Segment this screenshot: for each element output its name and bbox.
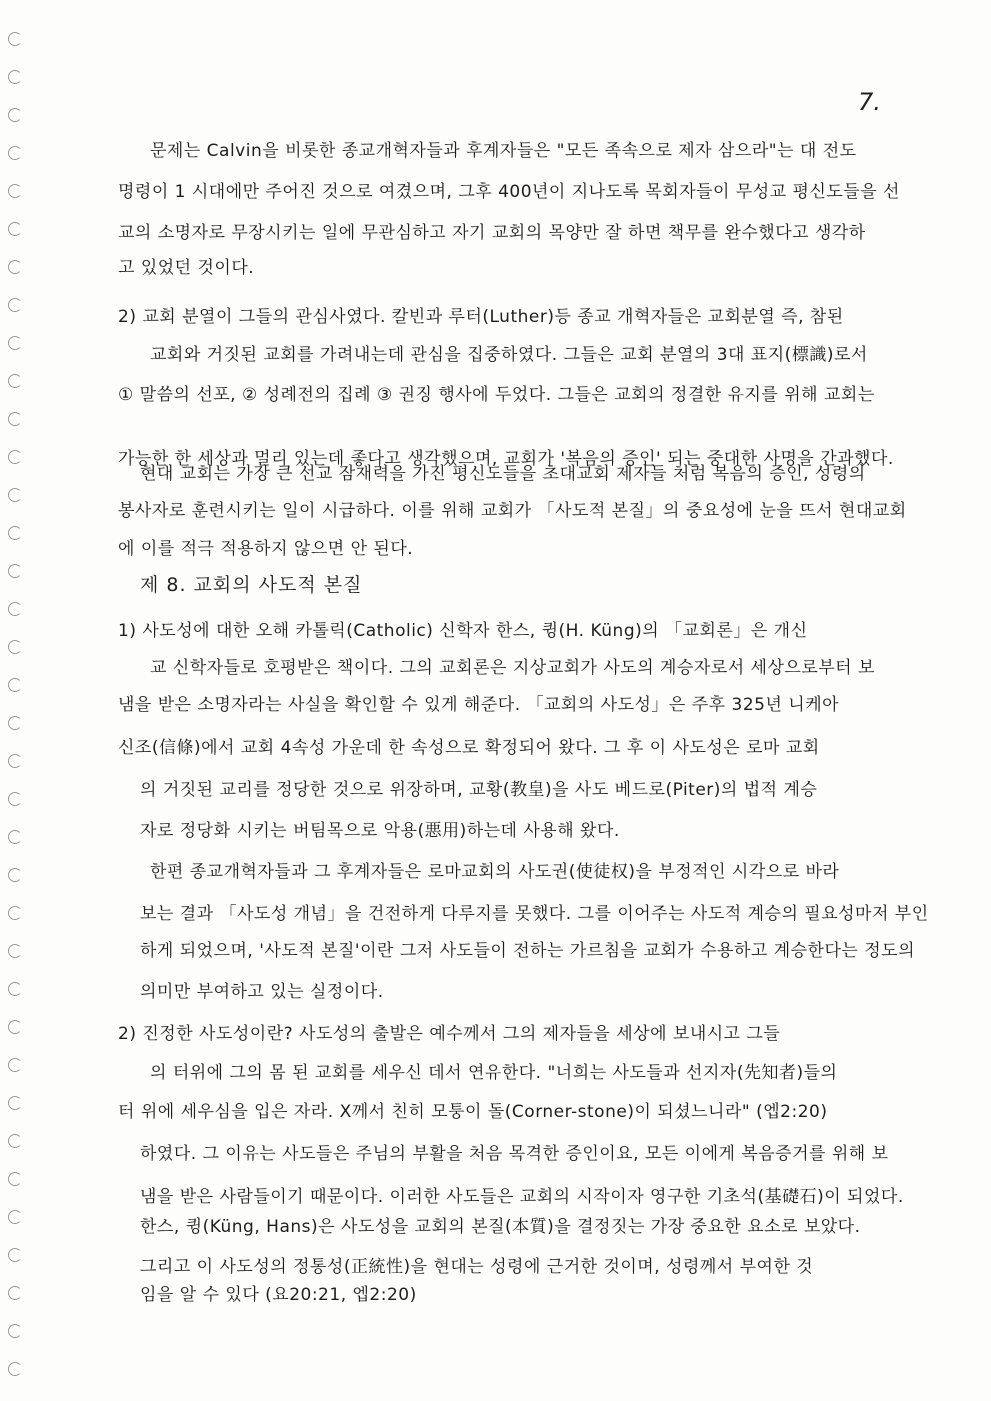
binding-ring-icon xyxy=(8,526,22,540)
binding-ring-icon xyxy=(8,70,22,84)
binding-ring-icon xyxy=(8,298,22,312)
binding-ring-icon xyxy=(8,868,22,882)
binding-ring-icon xyxy=(8,412,22,426)
spiral-binding xyxy=(4,20,26,1380)
text-line: 명령이 1 시대에만 주어진 것으로 여겼으며, 그후 400년이 지나도록 목회자들이 무성교 평신도들을 선 xyxy=(118,182,900,202)
text-line: 하게 되었으며, '사도적 본질'이란 그저 사도들이 전하는 가르침을 교회가 수용하고 계승한다는 정도의 xyxy=(140,941,915,961)
binding-ring-icon xyxy=(8,146,22,160)
binding-ring-icon xyxy=(8,1058,22,1072)
binding-ring-icon xyxy=(8,678,22,692)
binding-ring-icon xyxy=(8,944,22,958)
text-line: 냄을 받은 사람들이기 때문이다. 이러한 사도들은 교회의 시작이자 영구한 기초석(基礎石)이 되었다. xyxy=(140,1187,904,1207)
text-line: 하였다. 그 이유는 사도들은 주님의 부활을 처음 목격한 증인이요, 모든 이에게 복음증거를 위해 보 xyxy=(140,1144,889,1164)
text-line: 터 위에 세우심을 입은 자라. X께서 친히 모퉁이 돌(Corner-stone)이 되셨느니라" (엡2:20) xyxy=(118,1102,828,1122)
binding-ring-icon xyxy=(8,1210,22,1224)
binding-ring-icon xyxy=(8,754,22,768)
text-line: 그리고 이 사도성의 정통성(正統性)을 현대는 성령에 근거한 것이며, 성령께서 부여한 것 xyxy=(140,1257,814,1277)
binding-ring-icon xyxy=(8,374,22,388)
binding-ring-icon xyxy=(8,1248,22,1262)
binding-ring-icon xyxy=(8,602,22,616)
binding-ring-icon xyxy=(8,1172,22,1186)
binding-ring-icon xyxy=(8,184,22,198)
binding-ring-icon xyxy=(8,1020,22,1034)
binding-ring-icon xyxy=(8,336,22,350)
binding-ring-icon xyxy=(8,260,22,274)
binding-ring-icon xyxy=(8,1324,22,1338)
binding-ring-icon xyxy=(8,450,22,464)
text-line: 자로 정당화 시키는 버팀목으로 악용(悪用)하는데 사용해 왔다. xyxy=(140,821,620,841)
binding-ring-icon xyxy=(8,222,22,236)
text-line: 가능한 한 세상과 멀리 있는데 좋다고 생각했으며, 교회가 '복음의 증인' 되는 중대한 사명을 간과했다. xyxy=(118,449,894,469)
section-heading: 2) 진정한 사도성이란? 사도성의 출발은 예수께서 그의 제자들을 세상에 보내시고 그들 xyxy=(118,1024,781,1044)
binding-ring-icon xyxy=(8,640,22,654)
text-line: ① 말씀의 선포, ② 성례전의 집례 ③ 권징 행사에 두었다. 그들은 교회의 정결한 유지를 위해 교회는 xyxy=(118,385,875,405)
text-line: 의미만 부여하고 있는 실정이다. xyxy=(140,982,384,1002)
text-line: 한스, 큉(Küng, Hans)은 사도성을 교회의 본질(本質)을 결정짓는 가장 중요한 요소로 보았다. xyxy=(140,1217,861,1237)
binding-ring-icon xyxy=(8,1096,22,1110)
text-line: 임을 알 수 있다 (요20:21, 엡2:20) xyxy=(140,1285,417,1305)
binding-ring-icon xyxy=(8,830,22,844)
text-line: 에 이를 적극 적용하지 않으면 안 된다. xyxy=(118,539,414,559)
text-line: 보는 결과 「사도성 개념」을 건전하게 다루지를 못했다. 그를 이어주는 사도적 계승의 필요성마저 부인 xyxy=(140,904,929,924)
section-heading: 1) 사도성에 대한 오해 카톨릭(Catholic) 신학자 한스, 큉(H. Küng)의 「교회론」은 개신 xyxy=(118,621,808,641)
text-line: 현대 교회는 가장 큰 선교 잠재력을 가진 평신도들을 초대교회 제자들 처럼 복음의 증인, 성령의 xyxy=(140,464,866,484)
text-line: 교의 소명자로 무장시키는 일에 무관심하고 자기 교회의 목양만 잘 하면 책무를 완수했다고 생각하 xyxy=(118,223,866,243)
text-line: 교회와 거짓된 교회를 가려내는데 관심을 집중하였다. 그들은 교회 분열의 3대 표지(標識)로서 xyxy=(150,345,868,365)
binding-ring-icon xyxy=(8,488,22,502)
text-line: 신조(信條)에서 교회 4속성 가운데 한 속성으로 확정되어 왔다. 그 후 이 사도성은 로마 교회 xyxy=(118,738,820,758)
binding-ring-icon xyxy=(8,716,22,730)
text-line: 봉사자로 훈련시키는 일이 시급하다. 이를 위해 교회가 「사도적 본질」의 중요성에 눈을 뜨서 현대교회 xyxy=(118,501,907,521)
text-line: 의 거짓된 교리를 정당한 것으로 위장하며, 교황(教皇)을 사도 베드로(Piter)의 법적 계승 xyxy=(140,780,818,800)
text-line: 한편 종교개혁자들과 그 후계자들은 로마교회의 사도권(使徒权)을 부정적인 시각으로 바라 xyxy=(150,862,840,882)
chapter-heading: 제 8. 교회의 사도적 본질 xyxy=(140,574,363,596)
text-line: 고 있었던 것이다. xyxy=(118,258,255,278)
page-number: 7. xyxy=(858,88,881,116)
binding-ring-icon xyxy=(8,1362,22,1376)
binding-ring-icon xyxy=(8,1134,22,1148)
binding-ring-icon xyxy=(8,1286,22,1300)
binding-ring-icon xyxy=(8,906,22,920)
text-line: 문제는 Calvin을 비롯한 종교개혁자들과 후계자들은 "모든 족속으로 제자 삼으라"는 대 전도 xyxy=(150,141,857,161)
binding-ring-icon xyxy=(8,32,22,46)
text-line: 교 신학자들로 호평받은 책이다. 그의 교회론은 지상교회가 사도의 계승자로서 세상으로부터 보 xyxy=(150,658,875,678)
binding-ring-icon xyxy=(8,982,22,996)
binding-ring-icon xyxy=(8,108,22,122)
text-line: 냄을 받은 소명자라는 사실을 확인할 수 있게 해준다. 「교회의 사도성」은 주후 325년 니케아 xyxy=(118,695,840,715)
binding-ring-icon xyxy=(8,792,22,806)
binding-ring-icon xyxy=(8,564,22,578)
text-line: 의 터위에 그의 몸 된 교회를 세우신 데서 연유한다. "너희는 사도들과 선지자(先知者)들의 xyxy=(150,1063,838,1083)
section-heading: 2) 교회 분열이 그들의 관심사였다. 칼빈과 루터(Luther)등 종교 개혁자들은 교회분열 즉, 참된 xyxy=(118,307,844,327)
